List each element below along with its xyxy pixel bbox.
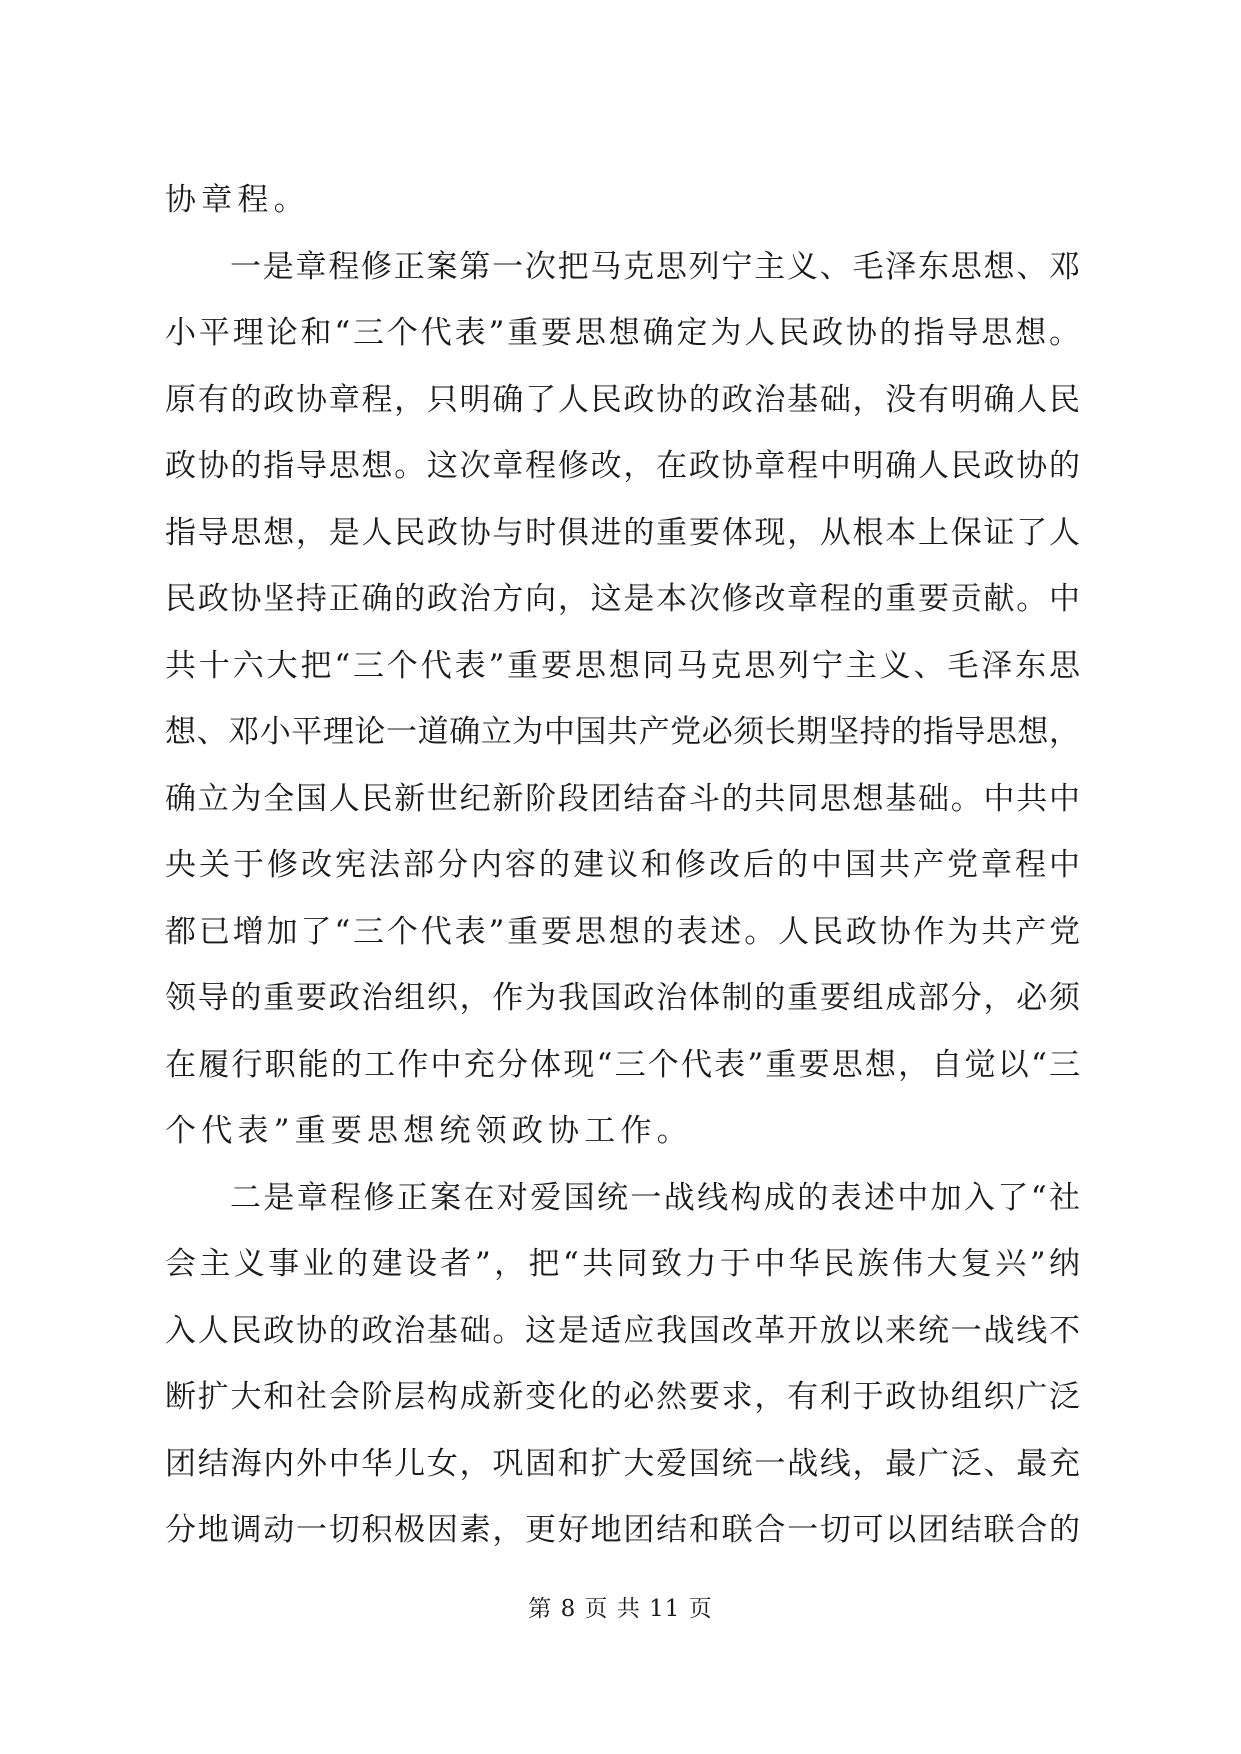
- text-line: 共十六大把“三个代表”重要思想同马克思列宁主义、毛泽东思: [165, 648, 1080, 684]
- text-line: 都已增加了“三个代表”重要思想的表述。人民政协作为共产党: [165, 914, 1080, 950]
- text-line: 确立为全国人民新世纪新阶段团结奋斗的共同思想基础。中共中: [165, 781, 1080, 817]
- text-line: 入人民政协的政治基础。这是适应我国改革开放以来统一战线不: [165, 1313, 1080, 1349]
- text-line: 二是章程修正案在对爱国统一战线构成的表述中加入了“社: [230, 1180, 1080, 1216]
- text-line: 原有的政协章程，只明确了人民政协的政治基础，没有明确人民: [165, 382, 1080, 418]
- text-line: 央关于修改宪法部分内容的建议和修改后的中国共产党章程中: [165, 847, 1080, 883]
- page-number-footer: 第 8 页 共 11 页: [528, 1596, 713, 1622]
- text-line: 政协的指导思想。这次章程修改，在政协章程中明确人民政协的: [165, 448, 1080, 484]
- text-line: 会主义事业的建设者”，把“共同致力于中华民族伟大复兴”纳: [165, 1246, 1080, 1282]
- text-line: 指导思想，是人民政协与时俱进的重要体现，从根本上保证了人: [165, 515, 1080, 551]
- text-line: 民政协坚持正确的政治方向，这是本次修改章程的重要贡献。中: [165, 581, 1080, 617]
- text-line: 团结海内外中华儿女，巩固和扩大爱国统一战线，最广泛、最充: [165, 1446, 1080, 1482]
- text-line: 个代表”重要思想统领政协工作。: [165, 1113, 693, 1149]
- text-line: 领导的重要政治组织，作为我国政治体制的重要组成部分，必须: [165, 980, 1080, 1016]
- text-line: 在履行职能的工作中充分体现“三个代表”重要思想，自觉以“三: [165, 1047, 1080, 1083]
- text-line: 协章程。: [165, 182, 310, 218]
- text-line: 想、邓小平理论一道确立为中国共产党必须长期坚持的指导思想，: [165, 714, 1080, 750]
- text-line: 断扩大和社会阶层构成新变化的必然要求，有利于政协组织广泛: [165, 1379, 1080, 1415]
- text-line: 小平理论和“三个代表”重要思想确定为人民政协的指导思想。: [165, 315, 1080, 351]
- text-line: 一是章程修正案第一次把马克思列宁主义、毛泽东思想、邓: [230, 249, 1080, 285]
- text-line: 分地调动一切积极因素，更好地团结和联合一切可以团结联合的: [165, 1512, 1080, 1548]
